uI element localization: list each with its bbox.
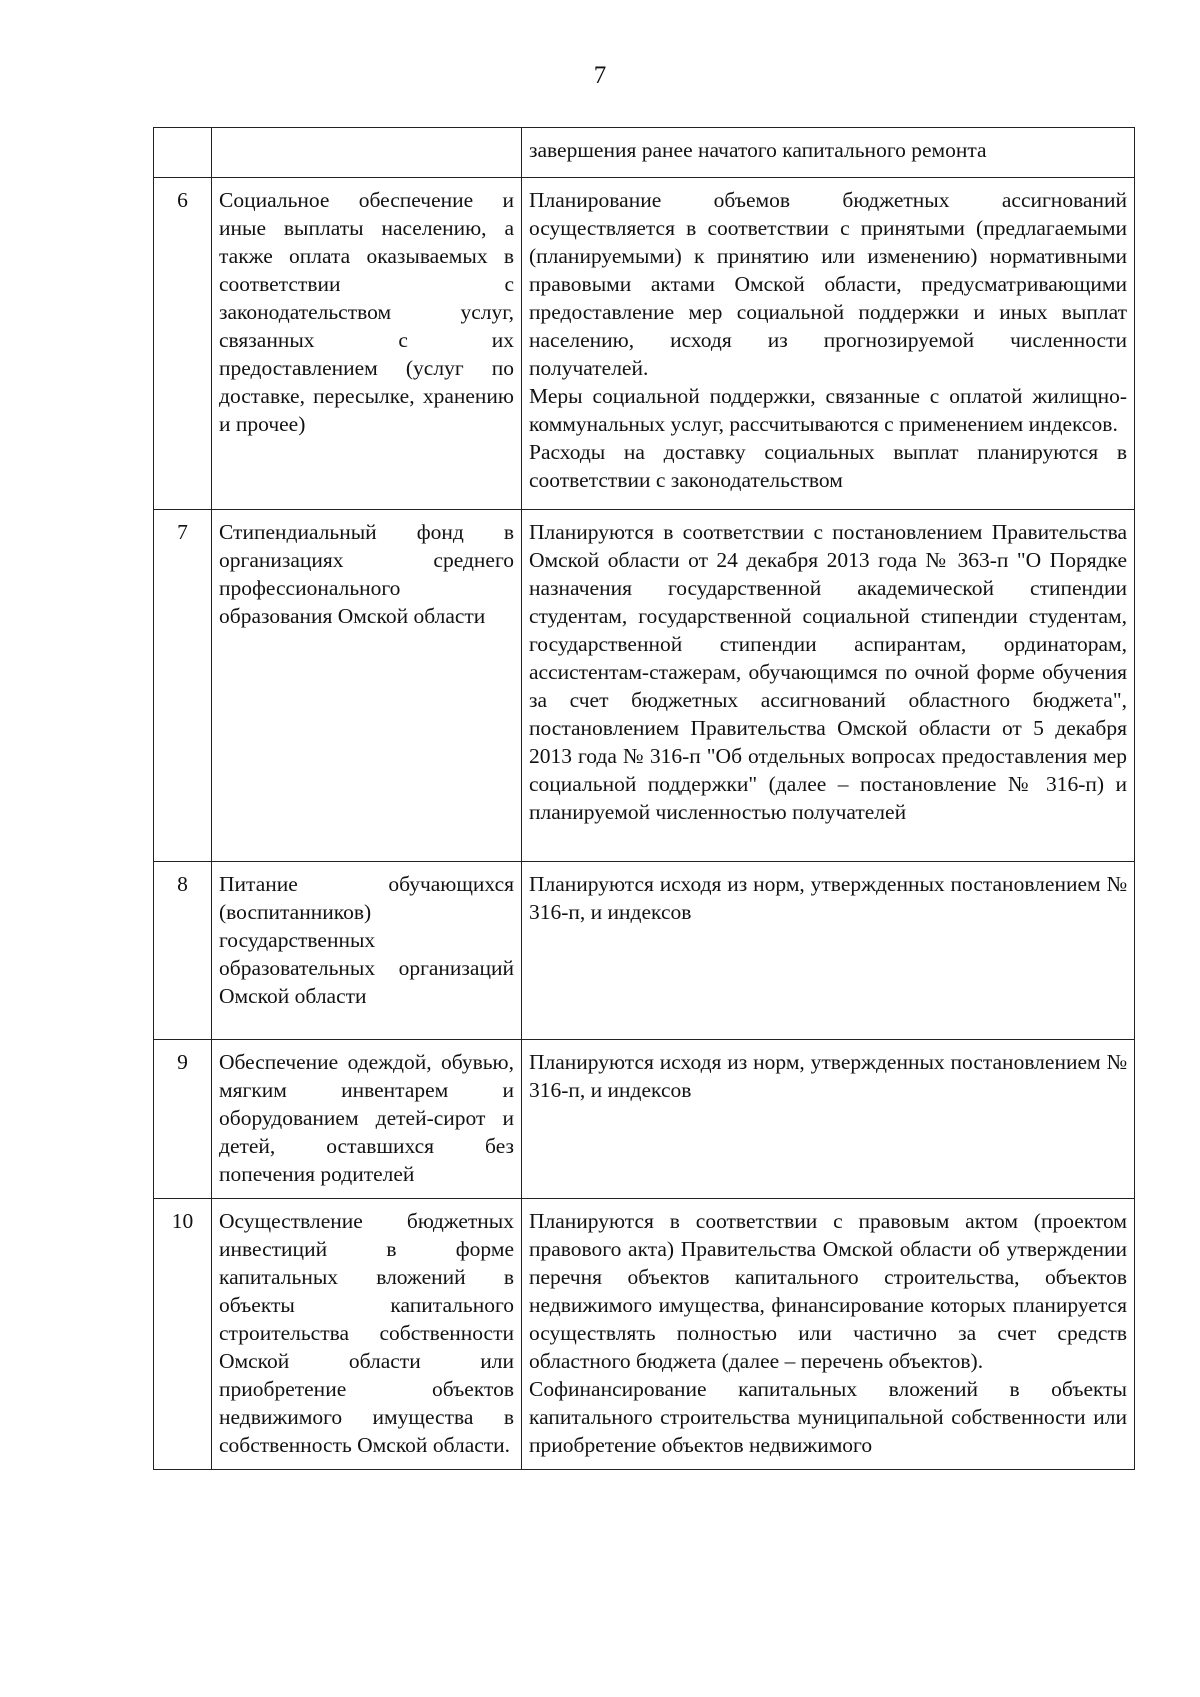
page-number: 7 — [593, 62, 607, 89]
table-row — [154, 1199, 1135, 1470]
planning-method — [522, 178, 1135, 510]
planning-method-paragraph: Планируются в соответствии с правовым актом (проектом правового акта) Правительства Омской области об утверждении перечня объектов капитального строительства, объектов недвижимого имущества, финансирование которых планируется осуществлять полностью или частично за счет средств областного бюджета (далее – перечень объектов). — [529, 1209, 1127, 1373]
row-number: 10 — [154, 1199, 212, 1470]
expense-category — [212, 128, 522, 178]
planning-method — [522, 510, 1135, 862]
table-row — [154, 1040, 1135, 1199]
row-number: 7 — [154, 510, 212, 862]
expense-category: Социальное обеспечение и иные выплаты населению, а также оплата оказываемых в соответствии с законодательством услуг, связанных с их предоставлением (услуг по доставке, пересылке, хранению и прочее) — [212, 178, 522, 510]
table-row — [154, 128, 1135, 178]
planning-method — [522, 862, 1135, 1040]
planning-method — [522, 128, 1135, 178]
expense-category: Осуществление бюджетных инвестиций в форме капитальных вложений в объекты капитального строительства собственности Омской области или приобретение объектов недвижимого имущества в собственность Омской области. — [212, 1199, 522, 1470]
planning-method-paragraph: Планируются исходя из норм, утвержденных постановлением № 316-п, и индексов — [529, 872, 1127, 924]
planning-method-paragraph: Софинансирование капитальных вложений в объекты капитального строительства муниципальной собственности или приобретение объектов недвижимого — [529, 1377, 1127, 1457]
row-number: 8 — [154, 862, 212, 1040]
planning-method-paragraph: Планируются исходя из норм, утвержденных постановлением № 316-п, и индексов — [529, 1050, 1127, 1102]
planning-method-paragraph: Меры социальной поддержки, связанные с оплатой жилищно-коммунальных услуг, рассчитываются с применением индексов. — [529, 384, 1127, 436]
expense-category: Стипендиальный фонд в организациях среднего профессионального образования Омской области — [212, 510, 522, 862]
table-row — [154, 178, 1135, 510]
expense-category: Питание обучающихся (воспитанников) государственных образовательных организаций Омской области — [212, 862, 522, 1040]
table-row — [154, 862, 1135, 1040]
planning-method — [522, 1199, 1135, 1470]
budget-planning-table — [153, 127, 1135, 1470]
planning-method-paragraph: Планируются в соответствии с постановлением Правительства Омской области от 24 декабря 2013 года № 363-п "О Порядке назначения государственной академической стипендии студентам, государственной социальной стипендии студентам, государственной стипендии аспирантам, ординаторам, ассистентам-стажерам, обучающимся по очной форме обучения за счет бюджетных ассигнований областного бюджета", постановлением Правительства Омской области от 5 декабря 2013 года № 316-п "Об отдельных вопросах предоставления мер социальной поддержки" (далее – постановление № 316-п) и планируемой численностью получателей — [529, 520, 1127, 824]
planning-method-paragraph: завершения ранее начатого капитального ремонта — [529, 138, 987, 162]
planning-method — [522, 1040, 1135, 1199]
row-number: 9 — [154, 1040, 212, 1199]
row-number — [154, 128, 212, 178]
table-row — [154, 510, 1135, 862]
expense-category: Обеспечение одеждой, обувью, мягким инвентарем и оборудованием детей-сирот и детей, оставшихся без попечения родителей — [212, 1040, 522, 1199]
planning-method-paragraph: Расходы на доставку социальных выплат планируются в соответствии с законодательством — [529, 440, 1127, 492]
planning-method-paragraph: Планирование объемов бюджетных ассигнований осуществляется в соответствии с принятыми (предлагаемыми (планируемыми) к принятию или изменению) нормативными правовыми актами Омской области, предусматривающими предоставление мер социальной поддержки и иных выплат населению, исходя из прогнозируемой численности получателей. — [529, 188, 1127, 380]
row-number: 6 — [154, 178, 212, 510]
